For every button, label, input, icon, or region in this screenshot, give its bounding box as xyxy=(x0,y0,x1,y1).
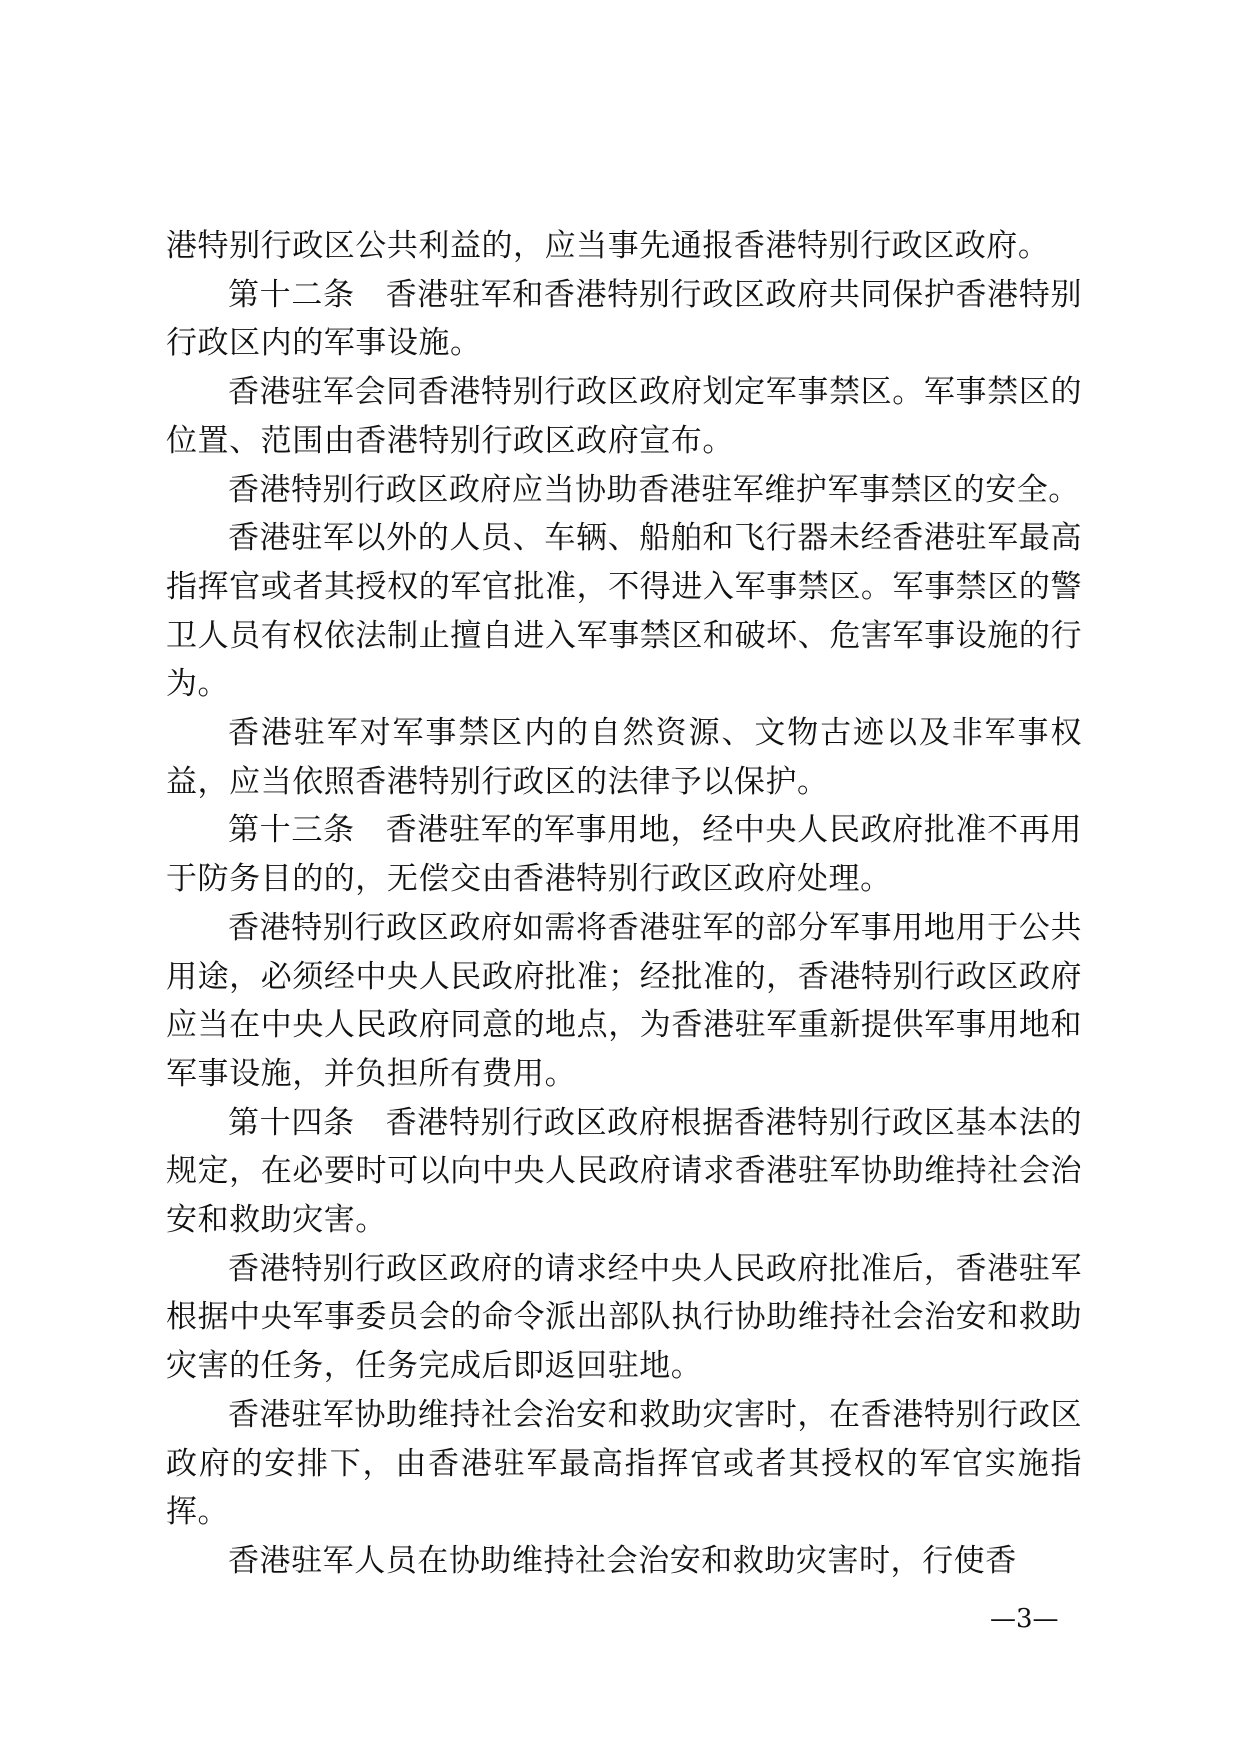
paragraph-11: 香港驻军协助维持社会治安和救助灾害时，在香港特别行政区政府的安排下，由香港驻军最高指挥官或者其授权的军官实施指挥。 xyxy=(166,1396,1082,1531)
page-number: —3— xyxy=(990,1604,1059,1634)
paragraph-3: 香港驻军会同香港特别行政区政府划定军事禁区。军事禁区的位置、范围由香港特别行政区政府宣布。 xyxy=(166,374,1082,459)
paragraph-5: 香港驻军以外的人员、车辆、船舶和飞行器未经香港驻军最高指挥官或者其授权的军官批准，不得进入军事禁区。军事禁区的警卫人员有权依法制止擅自进入军事禁区和破坏、危害军事设施的行为。 xyxy=(166,520,1082,703)
paragraph-12: 香港驻军人员在协助维持社会治安和救助灾害时，行使香 xyxy=(228,1542,1017,1579)
paragraph-10: 香港特别行政区政府的请求经中央人民政府批准后，香港驻军根据中央军事委员会的命令派出部队执行协助维持社会治安和救助灾害的任务，任务完成后即返回驻地。 xyxy=(166,1250,1082,1385)
paragraph-8: 香港特别行政区政府如需将香港驻军的部分军事用地用于公共用途，必须经中央人民政府批准；经批准的，香港特别行政区政府应当在中央人民政府同意的地点，为香港驻军重新提供军事用地和军事设施，并负担所有费用。 xyxy=(166,909,1082,1092)
article-13: 第十三条 香港驻军的军事用地，经中央人民政府批准不再用于防务目的的，无偿交由香港特别行政区政府处理。 xyxy=(166,812,1082,898)
article-heading: 第十三条 xyxy=(228,812,355,849)
paragraph-1: 港特别行政区公共利益的，应当事先通报香港特别行政区政府。 xyxy=(166,228,1050,264)
paragraph-6: 香港驻军对军事禁区内的自然资源、文物古迹以及非军事权益，应当依照香港特别行政区的法律予以保护。 xyxy=(166,715,1082,800)
article-heading: 第十四条 xyxy=(228,1104,355,1141)
article-heading: 第十二条 xyxy=(228,276,355,313)
article-12: 第十二条 香港驻军和香港特别行政区政府共同保护香港特别行政区内的军事设施。 xyxy=(166,276,1082,362)
paragraph-4: 香港特别行政区政府应当协助香港驻军维护军事禁区的安全。 xyxy=(228,471,1080,508)
article-14: 第十四条 香港特别行政区政府根据香港特别行政区基本法的规定，在必要时可以向中央人民政府请求香港驻军协助维持社会治安和救助灾害。 xyxy=(166,1104,1082,1239)
body-text xyxy=(166,222,1082,1586)
